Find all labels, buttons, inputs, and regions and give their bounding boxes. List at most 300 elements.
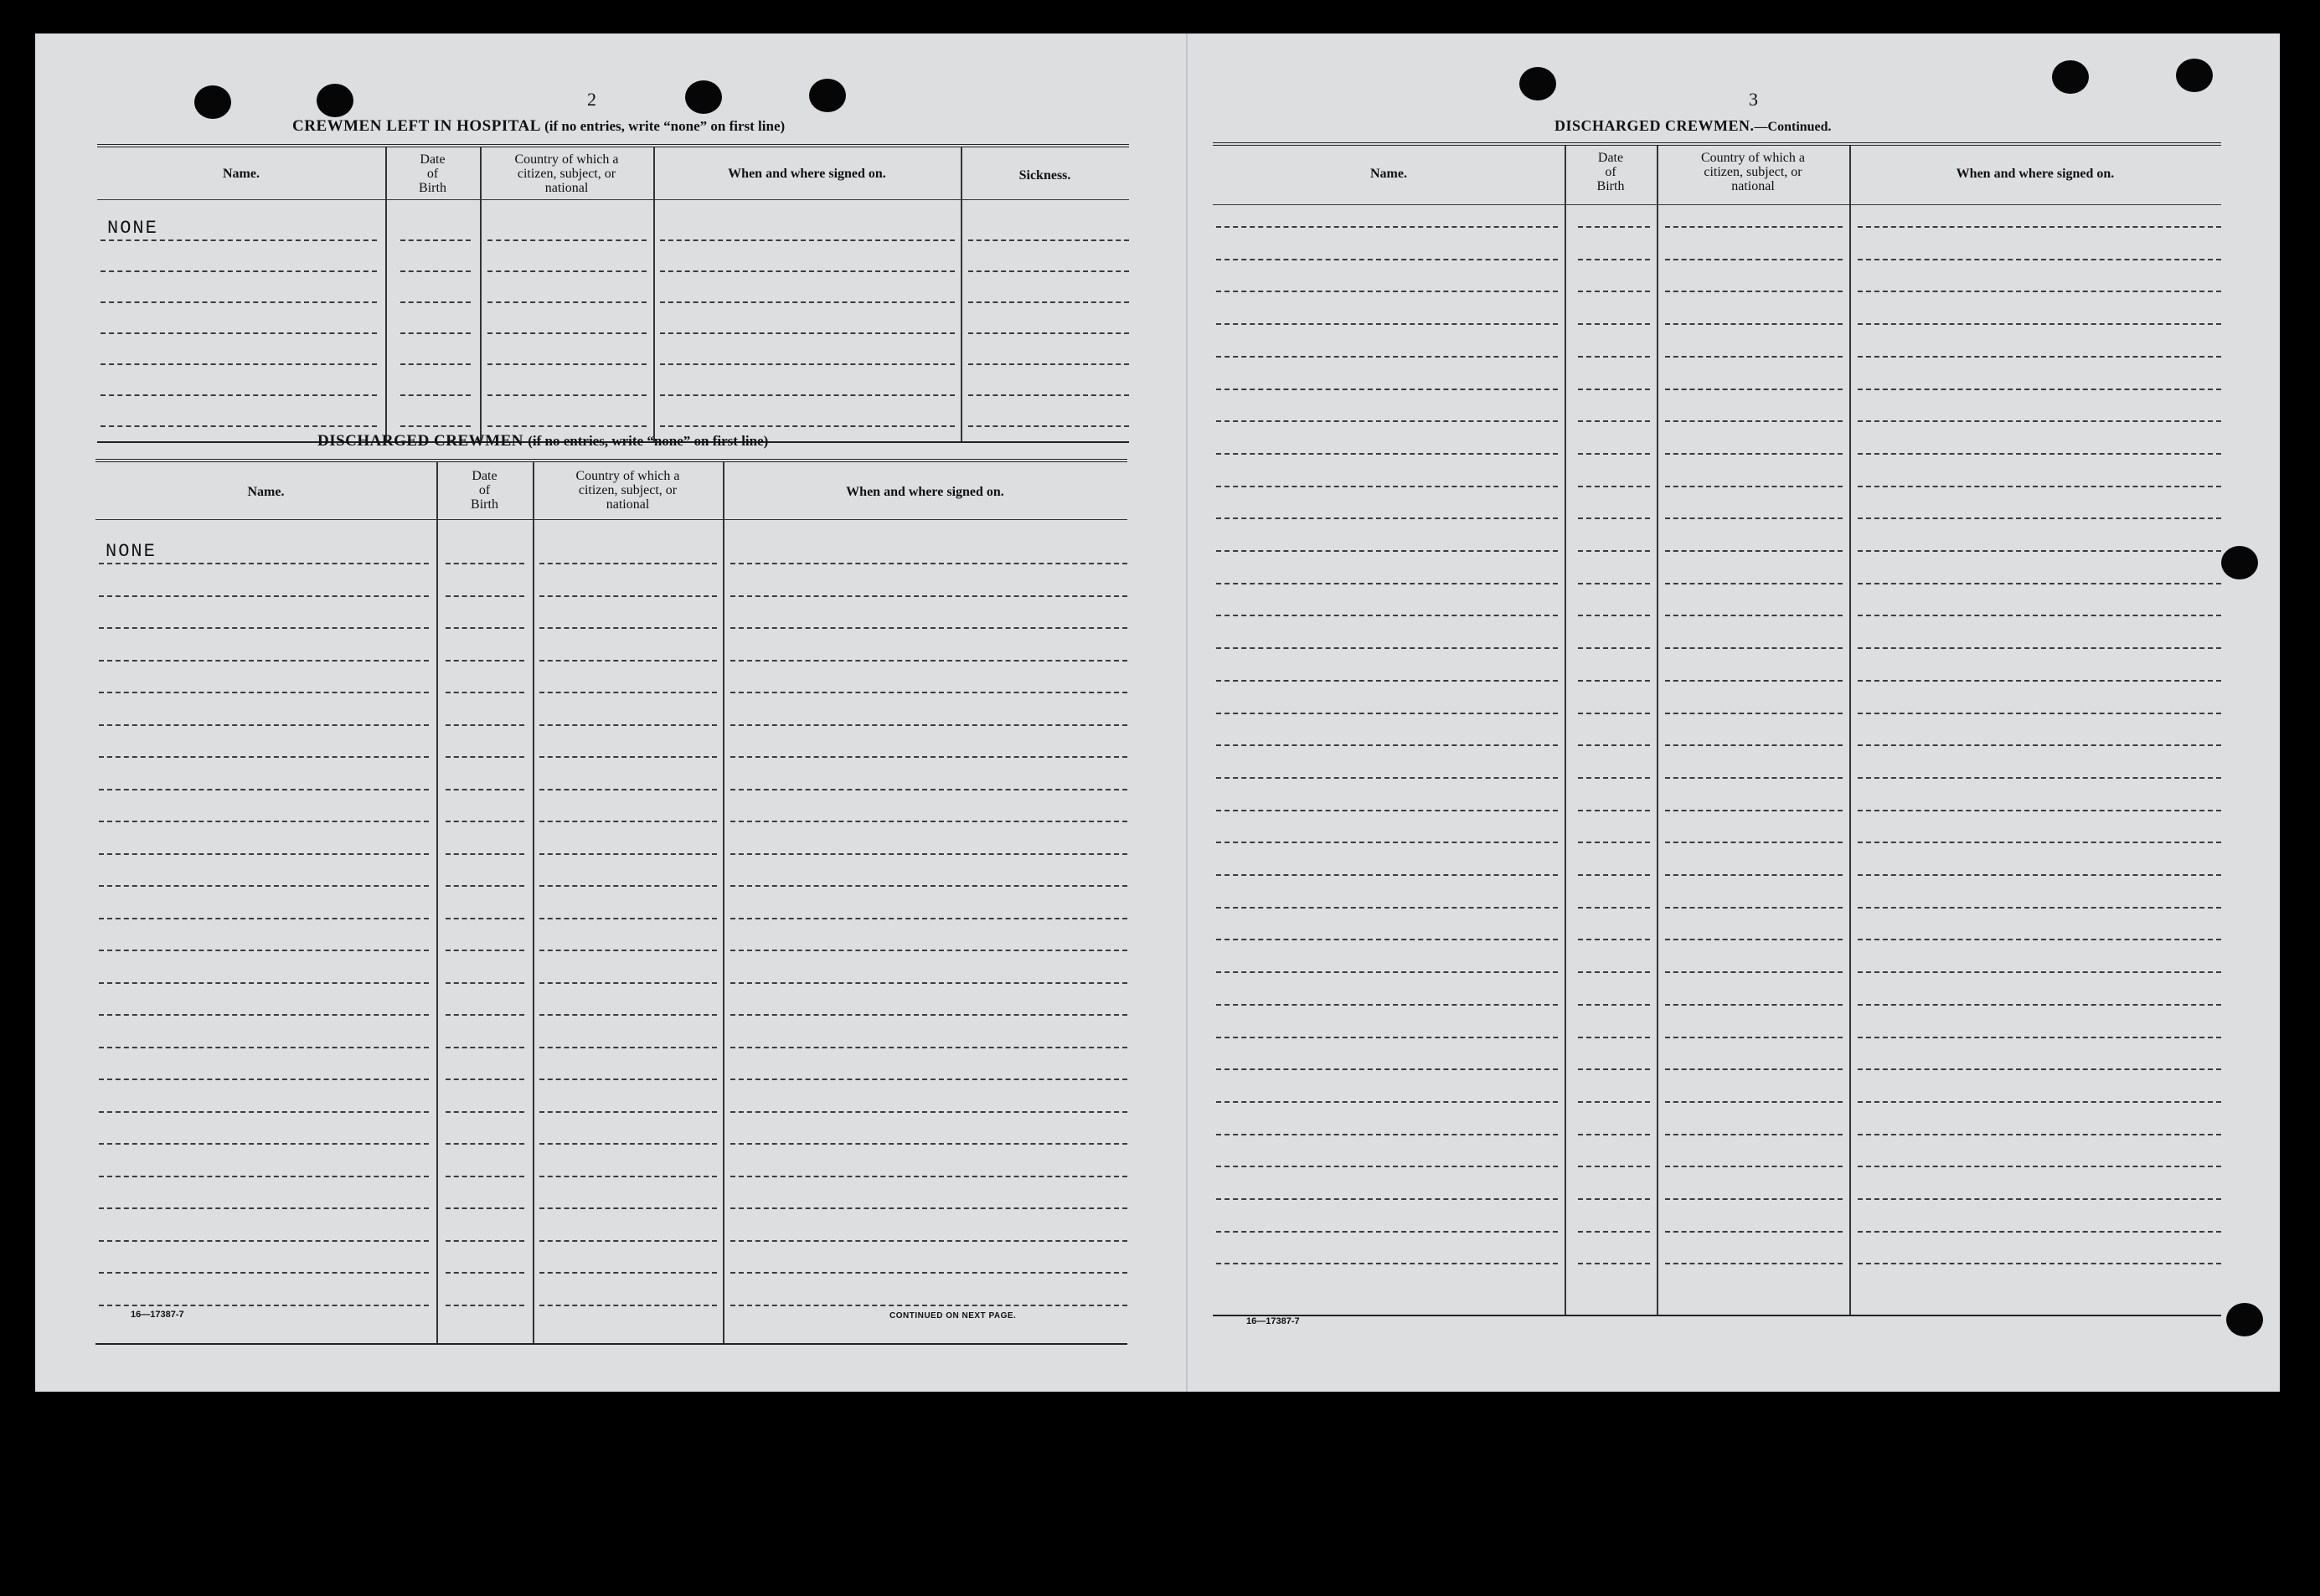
ruled-line (101, 301, 377, 303)
column-divider (653, 147, 655, 441)
ruled-line (539, 1240, 717, 1242)
header-when-where: When and where signed on. (846, 485, 1004, 499)
ruled-line (1665, 744, 1843, 746)
column-divider (961, 147, 962, 441)
ruled-line (1858, 583, 2221, 584)
header-rule (95, 519, 1127, 520)
column-divider (723, 462, 724, 1343)
ruled-line (1578, 713, 1650, 714)
ruled-line (1578, 291, 1650, 292)
ruled-line (400, 394, 471, 396)
ruled-line (1665, 453, 1843, 455)
ruled-line (1578, 323, 1650, 325)
ruled-line (1216, 583, 1558, 584)
continued-suffix: —Continued. (1754, 120, 1832, 134)
ruled-line (446, 724, 524, 726)
ruled-line (660, 332, 955, 334)
page-number: 3 (1749, 89, 1758, 110)
ruled-line (99, 627, 429, 629)
ruled-line (539, 950, 717, 951)
column-divider (1657, 146, 1658, 1315)
ruled-line (1578, 1263, 1650, 1264)
ruled-line (730, 563, 1127, 564)
ruled-line (1578, 1231, 1650, 1233)
ruled-line (1665, 1198, 1843, 1200)
ruled-line (1578, 226, 1650, 228)
ruled-line (1665, 323, 1843, 325)
ruled-line (99, 724, 429, 726)
punch-hole (685, 80, 722, 114)
ruled-line (99, 853, 429, 855)
ruled-line (539, 918, 717, 919)
ruled-line (101, 425, 377, 427)
header-name: Name. (247, 485, 285, 499)
ruled-line (1216, 810, 1558, 811)
ruled-line (539, 1014, 717, 1016)
ruled-line (730, 1305, 1127, 1306)
document-sheet (35, 33, 2280, 1392)
ruled-line (1216, 680, 1558, 682)
ruled-line (446, 1305, 524, 1306)
ruled-line (1578, 1134, 1650, 1135)
ruled-line (1858, 1263, 2221, 1264)
ruled-line (968, 239, 1129, 241)
ruled-line (1665, 971, 1843, 973)
ruled-line (1216, 356, 1558, 358)
ruled-line (660, 270, 955, 272)
ruled-line (446, 756, 524, 758)
ruled-line (1578, 356, 1650, 358)
ruled-line (1578, 842, 1650, 843)
ruled-line (487, 425, 647, 427)
ruled-line (446, 1047, 524, 1048)
ruled-line (1216, 777, 1558, 779)
ruled-line (539, 1272, 717, 1274)
ruled-line (1858, 291, 2221, 292)
ruled-line (1665, 1068, 1843, 1070)
ruled-line (1858, 1166, 2221, 1167)
ruled-line (99, 918, 429, 919)
ruled-line (1578, 1037, 1650, 1038)
right-page (1188, 33, 2280, 1392)
ruled-line (1665, 550, 1843, 552)
ruled-line (539, 821, 717, 822)
hospital-title-text: CREWMEN LEFT IN HOSPITAL (292, 117, 540, 135)
ruled-line (1858, 226, 2221, 228)
ruled-line (1858, 550, 2221, 552)
ruled-line (1665, 226, 1843, 228)
ruled-line (1858, 713, 2221, 714)
ruled-line (1665, 1037, 1843, 1038)
header-sickness: Sickness. (1018, 168, 1071, 183)
ruled-line (660, 394, 955, 396)
header-date-of-birth: Date of Birth (471, 469, 498, 512)
ruled-line (1216, 1004, 1558, 1006)
ruled-line (99, 1176, 429, 1177)
ruled-line (539, 563, 717, 564)
ruled-line (730, 724, 1127, 726)
ruled-line (1858, 777, 2221, 779)
continued-note: CONTINUED ON NEXT PAGE. (889, 1311, 1017, 1321)
ruled-line (1858, 1134, 2221, 1135)
ruled-line (1665, 777, 1843, 779)
ruled-line (446, 918, 524, 919)
ruled-line (1665, 713, 1843, 714)
ruled-line (730, 1143, 1127, 1145)
ruled-line (1665, 1004, 1843, 1006)
ruled-line (446, 595, 524, 597)
ruled-line (730, 982, 1127, 984)
ruled-line (539, 1047, 717, 1048)
ruled-line (1216, 550, 1558, 552)
ruled-line (730, 692, 1127, 693)
ruled-line (1858, 744, 2221, 746)
ruled-line (99, 1111, 429, 1113)
ruled-line (539, 1207, 717, 1209)
ruled-line (1578, 647, 1650, 649)
ruled-line (99, 1143, 429, 1145)
ruled-line (1216, 713, 1558, 714)
ruled-line (1216, 323, 1558, 325)
ruled-line (1665, 1166, 1843, 1167)
ruled-line (446, 853, 524, 855)
ruled-line (400, 270, 471, 272)
column-divider (533, 462, 534, 1343)
hospital-first-entry: NONE (107, 218, 158, 239)
ruled-line (730, 1079, 1127, 1080)
ruled-line (968, 425, 1129, 427)
ruled-line (1578, 680, 1650, 682)
ruled-line (1216, 453, 1558, 455)
ruled-line (1216, 1037, 1558, 1038)
ruled-line (1665, 583, 1843, 584)
ruled-line (730, 627, 1127, 629)
ruled-line (99, 595, 429, 597)
ruled-line (1216, 1166, 1558, 1167)
ruled-line (446, 1176, 524, 1177)
discharged-title-text: DISCHARGED CREWMEN (317, 432, 523, 450)
ruled-line (1216, 291, 1558, 292)
ruled-line (446, 563, 524, 564)
ruled-line (99, 1305, 429, 1306)
ruled-line (1665, 647, 1843, 649)
ruled-line (99, 1207, 429, 1209)
ruled-line (446, 627, 524, 629)
ruled-line (968, 301, 1129, 303)
ruled-line (446, 789, 524, 790)
ruled-line (1216, 486, 1558, 487)
ruled-line (446, 885, 524, 887)
header-country: Country of which a citizen, subject, or national (575, 469, 680, 512)
ruled-line (539, 595, 717, 597)
ruled-line (730, 918, 1127, 919)
ruled-line (1216, 647, 1558, 649)
ruled-line (1665, 1263, 1843, 1264)
ruled-line (400, 239, 471, 241)
discharged-continued-title (1554, 117, 1832, 135)
ruled-line (99, 692, 429, 693)
ruled-line (1665, 810, 1843, 811)
ruled-line (1216, 971, 1558, 973)
punch-hole (2221, 546, 2258, 579)
ruled-line (400, 301, 471, 303)
ruled-line (1858, 323, 2221, 325)
column-divider (1849, 146, 1851, 1315)
ruled-line (1665, 291, 1843, 292)
ruled-line (1665, 615, 1843, 616)
discharged-table (95, 459, 1127, 1345)
ruled-line (99, 563, 429, 564)
ruled-line (1858, 615, 2221, 616)
left-page (35, 33, 1186, 1392)
hospital-subtitle: (if no entries, write “none” on first line) (544, 118, 786, 134)
ruled-line (487, 239, 647, 241)
ruled-line (1578, 453, 1650, 455)
ruled-line (730, 885, 1127, 887)
hospital-table (97, 144, 1129, 445)
ruled-line (1858, 1231, 2221, 1233)
ruled-line (99, 1240, 429, 1242)
ruled-line (660, 363, 955, 365)
ruled-line (1578, 517, 1650, 519)
ruled-line (1858, 259, 2221, 260)
form-number: 16—17387-7 (131, 1310, 184, 1320)
ruled-line (1665, 259, 1843, 260)
table-bottom-rule (95, 1343, 1127, 1345)
ruled-line (446, 950, 524, 951)
ruled-line (1216, 1198, 1558, 1200)
discharged-section-title (317, 432, 768, 450)
ruled-line (101, 332, 377, 334)
ruled-line (730, 1272, 1127, 1274)
ruled-line (1578, 874, 1650, 876)
ruled-line (1858, 356, 2221, 358)
ruled-line (1858, 680, 2221, 682)
ruled-line (539, 853, 717, 855)
ruled-line (1216, 939, 1558, 940)
ruled-line (446, 1143, 524, 1145)
ruled-line (1578, 259, 1650, 260)
ruled-line (1216, 226, 1558, 228)
ruled-line (446, 1272, 524, 1274)
ruled-line (1578, 744, 1650, 746)
ruled-line (1858, 907, 2221, 909)
punch-hole (2226, 1303, 2263, 1336)
ruled-line (487, 270, 647, 272)
punch-hole (2052, 60, 2089, 94)
ruled-line (1216, 842, 1558, 843)
ruled-line (1858, 420, 2221, 422)
ruled-line (1665, 389, 1843, 390)
ruled-line (1578, 550, 1650, 552)
header-rule (1213, 204, 2221, 205)
ruled-line (446, 982, 524, 984)
ruled-line (1578, 615, 1650, 616)
ruled-line (660, 425, 955, 427)
ruled-line (539, 756, 717, 758)
ruled-line (1665, 842, 1843, 843)
ruled-line (1216, 517, 1558, 519)
ruled-line (99, 950, 429, 951)
ruled-line (1665, 517, 1843, 519)
ruled-line (1858, 1068, 2221, 1070)
ruled-line (1578, 810, 1650, 811)
ruled-line (1858, 486, 2221, 487)
ruled-line (101, 394, 377, 396)
ruled-line (968, 394, 1129, 396)
ruled-line (1216, 1101, 1558, 1103)
ruled-line (1216, 744, 1558, 746)
ruled-line (660, 301, 955, 303)
ruled-line (1578, 1004, 1650, 1006)
ruled-line (730, 950, 1127, 951)
ruled-line (487, 394, 647, 396)
header-country: Country of which a citizen, subject, or national (1701, 151, 1805, 193)
ruled-line (539, 1079, 717, 1080)
ruled-line (1216, 420, 1558, 422)
ruled-line (487, 363, 647, 365)
ruled-line (1858, 810, 2221, 811)
ruled-line (1665, 486, 1843, 487)
ruled-line (400, 425, 471, 427)
header-name: Name. (1370, 167, 1407, 181)
ruled-line (539, 627, 717, 629)
ruled-line (101, 363, 377, 365)
ruled-line (730, 595, 1127, 597)
ruled-line (1578, 939, 1650, 940)
ruled-line (1578, 1068, 1650, 1070)
ruled-line (730, 1176, 1127, 1177)
header-country: Country of which a citizen, subject, or national (514, 152, 619, 195)
ruled-line (1216, 1134, 1558, 1135)
ruled-line (1858, 939, 2221, 940)
ruled-line (1665, 907, 1843, 909)
ruled-line (1216, 874, 1558, 876)
ruled-line (730, 821, 1127, 822)
discharged-continued-title-text: DISCHARGED CREWMEN. (1554, 117, 1755, 134)
ruled-line (730, 1207, 1127, 1209)
ruled-line (1578, 777, 1650, 779)
ruled-line (1665, 680, 1843, 682)
ruled-line (446, 1207, 524, 1209)
ruled-line (1858, 842, 2221, 843)
ruled-line (539, 1111, 717, 1113)
ruled-line (539, 789, 717, 790)
ruled-line (1858, 1101, 2221, 1103)
ruled-line (730, 789, 1127, 790)
ruled-line (446, 692, 524, 693)
ruled-line (1216, 259, 1558, 260)
ruled-line (1858, 1198, 2221, 1200)
ruled-line (539, 660, 717, 662)
hospital-section-title (292, 117, 785, 136)
column-divider (436, 462, 438, 1343)
ruled-line (1578, 1166, 1650, 1167)
ruled-line (446, 1079, 524, 1080)
column-divider (1565, 146, 1566, 1315)
ruled-line (1216, 615, 1558, 616)
ruled-line (1578, 486, 1650, 487)
discharged-continued-table (1213, 142, 2221, 1316)
ruled-line (539, 724, 717, 726)
ruled-line (1578, 971, 1650, 973)
ruled-line (730, 1111, 1127, 1113)
ruled-line (539, 982, 717, 984)
header-when-where: When and where signed on. (728, 167, 886, 181)
ruled-line (99, 789, 429, 790)
ruled-line (1858, 1037, 2221, 1038)
ruled-line (446, 1240, 524, 1242)
punch-hole (1519, 67, 1556, 100)
ruled-line (1858, 647, 2221, 649)
table-bottom-rule (1213, 1315, 2221, 1316)
ruled-line (400, 332, 471, 334)
ruled-line (1216, 1263, 1558, 1264)
ruled-line (99, 982, 429, 984)
ruled-line (968, 363, 1129, 365)
ruled-line (730, 1014, 1127, 1016)
ruled-line (730, 1047, 1127, 1048)
ruled-line (730, 660, 1127, 662)
ruled-line (99, 885, 429, 887)
ruled-line (487, 332, 647, 334)
ruled-line (99, 756, 429, 758)
ruled-line (446, 1014, 524, 1016)
form-number: 16—17387-7 (1246, 1316, 1300, 1326)
ruled-line (730, 853, 1127, 855)
ruled-line (1665, 1231, 1843, 1233)
ruled-line (539, 1143, 717, 1145)
ruled-line (730, 756, 1127, 758)
ruled-line (1665, 1134, 1843, 1135)
ruled-line (730, 1240, 1127, 1242)
ruled-line (1858, 971, 2221, 973)
ruled-line (660, 239, 955, 241)
ruled-line (1216, 1231, 1558, 1233)
ruled-line (1578, 1101, 1650, 1103)
ruled-line (99, 821, 429, 822)
ruled-line (968, 332, 1129, 334)
ruled-line (1578, 420, 1650, 422)
ruled-line (1216, 907, 1558, 909)
ruled-line (1578, 1198, 1650, 1200)
ruled-line (539, 885, 717, 887)
ruled-line (99, 660, 429, 662)
ruled-line (99, 1014, 429, 1016)
punch-hole (194, 85, 231, 119)
ruled-line (1858, 389, 2221, 390)
ruled-line (101, 239, 377, 241)
discharged-subtitle: (if no entries, write “none” on first line) (528, 433, 769, 449)
ruled-line (487, 301, 647, 303)
ruled-line (446, 660, 524, 662)
header-date-of-birth: Date of Birth (419, 152, 446, 195)
ruled-line (1665, 939, 1843, 940)
ruled-line (1858, 453, 2221, 455)
ruled-line (99, 1079, 429, 1080)
ruled-line (968, 270, 1129, 272)
ruled-line (1216, 1068, 1558, 1070)
discharged-first-entry: NONE (106, 541, 157, 562)
ruled-line (400, 363, 471, 365)
page-number: 2 (587, 89, 596, 110)
ruled-line (1216, 389, 1558, 390)
ruled-line (539, 692, 717, 693)
ruled-line (1858, 517, 2221, 519)
ruled-line (1578, 583, 1650, 584)
punch-hole (317, 84, 353, 117)
header-when-where: When and where signed on. (1956, 167, 2115, 181)
